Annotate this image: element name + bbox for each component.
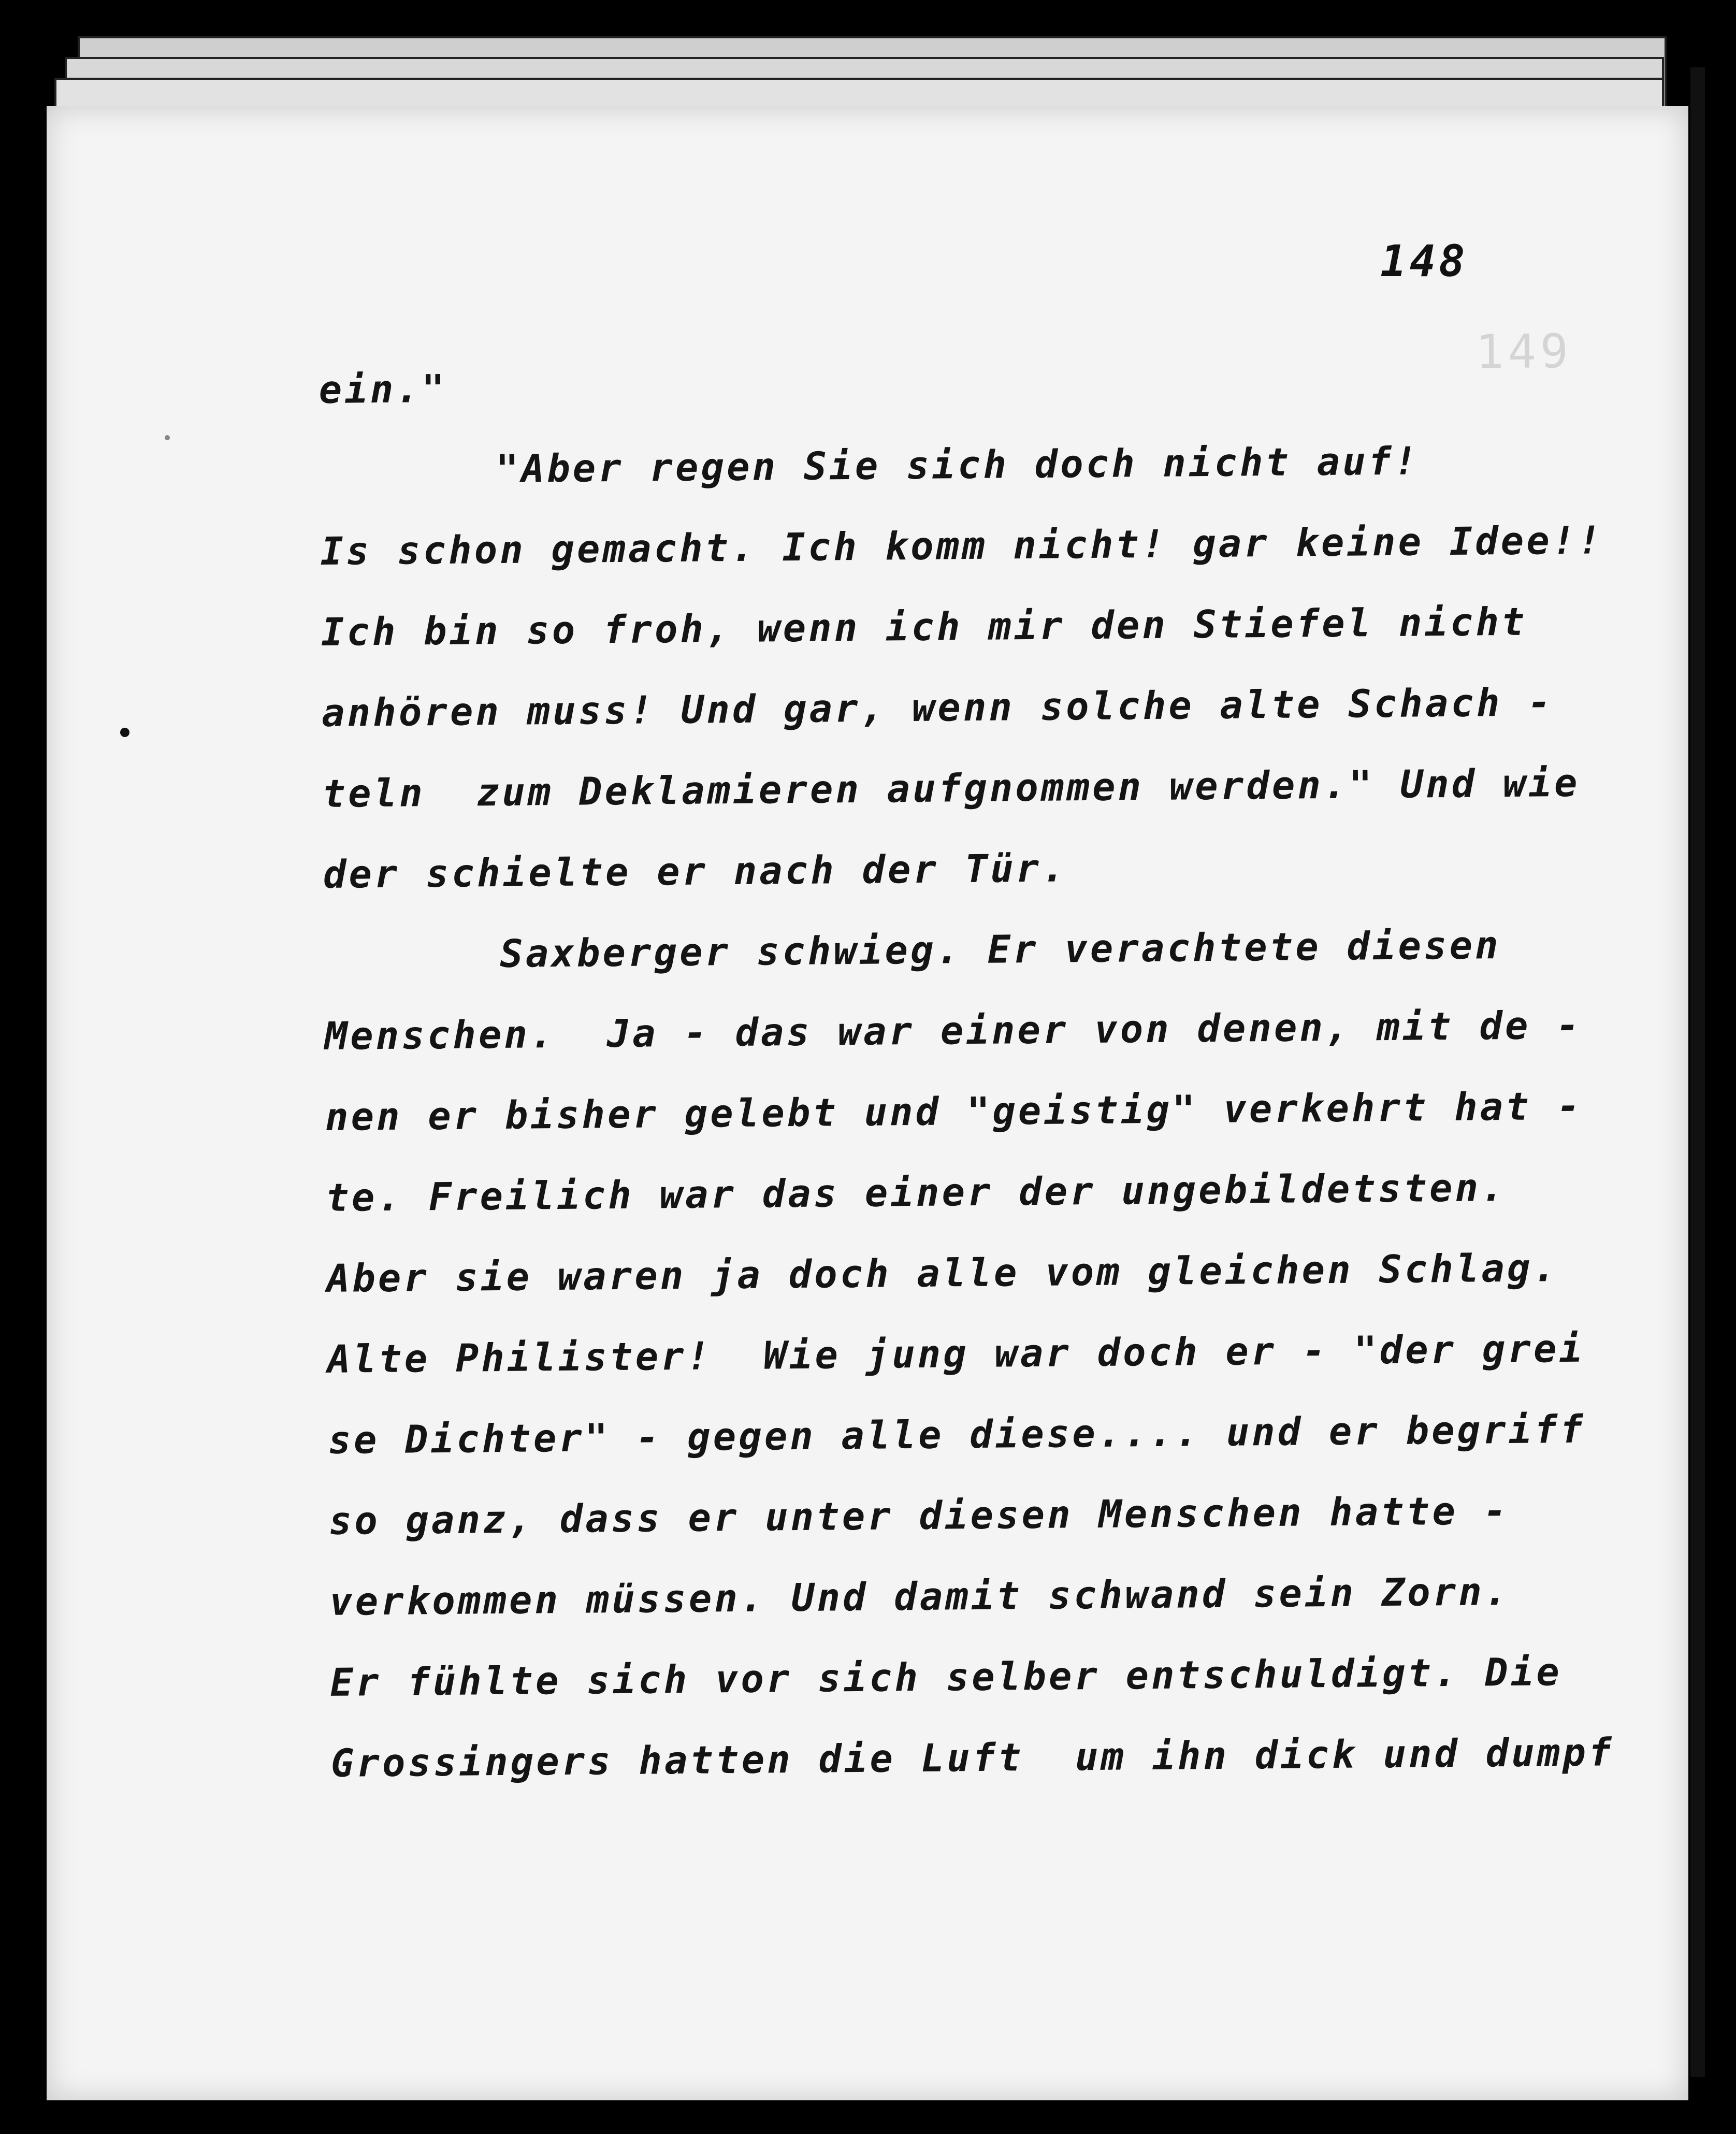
text-line: "Aber regen Sie sich doch nicht auf! bbox=[495, 439, 1420, 492]
text-line: verkommen müssen. Und damit schwand sein Zorn. bbox=[329, 1569, 1510, 1624]
ink-speck bbox=[165, 435, 170, 440]
text-line: teln zum Deklamieren aufgnommen werden." Und wie bbox=[322, 760, 1580, 816]
page-number: 148 bbox=[1380, 236, 1468, 286]
typescript-body bbox=[319, 338, 1646, 1804]
text-line: Is schon gemacht. Ich komm nicht! gar keine Idee!! bbox=[320, 518, 1604, 574]
ink-speck bbox=[120, 728, 129, 737]
text-line: te. Freilich war das einer der ungebildetsten. bbox=[325, 1165, 1507, 1220]
text-line: Alte Philister! Wie jung war doch er - "der grei bbox=[327, 1326, 1585, 1382]
text-line: Er fühlte sich vor sich selber entschuldigt. Die bbox=[330, 1650, 1563, 1705]
text-line: Saxberger schwieg. Er verachtete diesen bbox=[499, 923, 1501, 976]
text-line: se Dichter" - gegen alle diese.... und er begriff bbox=[328, 1407, 1586, 1463]
text-line: anhören muss! Und gar, wenn solche alte Schach - bbox=[321, 680, 1554, 736]
text-line: Menschen. Ja - das war einer von denen, mit de - bbox=[324, 1003, 1582, 1059]
bleed-through-page-number: 149 bbox=[1475, 324, 1573, 380]
binding-edge bbox=[1690, 67, 1705, 2077]
text-line: nen er bisher gelebt und "geistig" verkehrt hat - bbox=[325, 1084, 1583, 1140]
text-line: der schielte er nach der Tür. bbox=[323, 846, 1068, 897]
text-line: Ich bin so froh, wenn ich mir den Stiefel nicht bbox=[321, 599, 1527, 655]
text-line: so ganz, dass er unter diesen Menschen hatte - bbox=[328, 1489, 1510, 1544]
text-line: Aber sie waren ja doch alle vom gleichen Schlag. bbox=[326, 1246, 1559, 1301]
text-line: Grossingers hatten die Luft um ihn dick und dumpf bbox=[330, 1730, 1614, 1786]
text-line: ein." bbox=[319, 366, 447, 412]
